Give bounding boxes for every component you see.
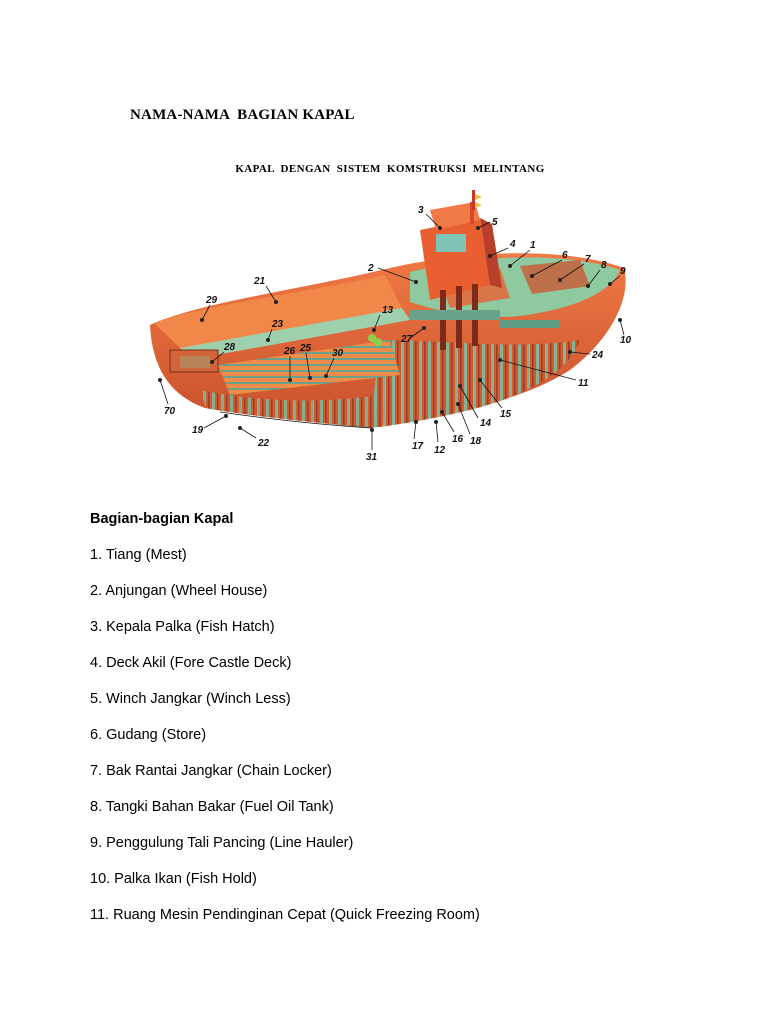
svg-text:9: 9: [620, 266, 626, 277]
svg-text:7: 7: [585, 254, 591, 265]
svg-text:26: 26: [284, 346, 296, 357]
svg-text:11: 11: [578, 378, 589, 389]
svg-text:22: 22: [258, 438, 270, 449]
list-item: 7. Bak Rantai Jangkar (Chain Locker): [90, 763, 332, 779]
svg-text:31: 31: [366, 452, 378, 463]
svg-text:10: 10: [620, 335, 632, 346]
svg-text:14: 14: [480, 418, 492, 429]
list-item: 4. Deck Akil (Fore Castle Deck): [90, 655, 292, 671]
svg-text:17: 17: [412, 441, 424, 452]
svg-text:5: 5: [492, 217, 498, 228]
callout-17: [412, 420, 424, 452]
svg-text:30: 30: [332, 348, 344, 359]
svg-text:3: 3: [418, 205, 424, 216]
callout-12: [434, 420, 446, 456]
svg-text:18: 18: [470, 436, 482, 447]
svg-text:2: 2: [368, 263, 374, 274]
svg-text:28: 28: [224, 342, 236, 353]
figure-caption: KAPAL DENGAN SISTEM KOMSTRUKSI MELINTANG: [235, 163, 545, 175]
parts-list: [90, 546, 480, 942]
callout-31: [366, 428, 378, 463]
section-heading: Bagian-bagian Kapal: [90, 511, 234, 527]
svg-text:19: 19: [192, 425, 204, 436]
svg-text:21: 21: [254, 276, 266, 287]
mast: [472, 190, 475, 210]
ship-cutaway-diagram: [140, 190, 640, 465]
list-item: 3. Kepala Palka (Fish Hatch): [90, 619, 275, 635]
list-item: 1. Tiang (Mest): [90, 547, 187, 563]
svg-text:1: 1: [530, 240, 536, 251]
svg-text:25: 25: [300, 343, 312, 354]
svg-text:8: 8: [601, 260, 607, 271]
svg-text:70: 70: [164, 406, 176, 417]
svg-text:15: 15: [500, 409, 512, 420]
svg-text:24: 24: [592, 350, 604, 361]
svg-text:13: 13: [382, 305, 394, 316]
svg-text:4: 4: [510, 239, 516, 250]
callout-22: [238, 426, 270, 449]
list-item: 10. Palka Ikan (Fish Hold): [90, 871, 257, 887]
svg-text:16: 16: [452, 434, 464, 445]
list-item: 8. Tangki Bahan Bakar (Fuel Oil Tank): [90, 799, 334, 815]
list-item: 5. Winch Jangkar (Winch Less): [90, 691, 291, 707]
list-item: 6. Gudang (Store): [90, 727, 207, 743]
callout-16: [440, 410, 464, 445]
callout-10: [618, 318, 632, 346]
list-item: 2. Anjungan (Wheel House): [90, 583, 268, 599]
svg-text:27: 27: [401, 334, 413, 345]
page-title: NAMA-NAMA BAGIAN KAPAL: [130, 107, 355, 123]
list-item: 11. Ruang Mesin Pendinginan Cepat (Quick Freezing Room): [90, 907, 480, 923]
svg-text:29: 29: [206, 295, 218, 306]
svg-text:6: 6: [562, 250, 568, 261]
svg-text:23: 23: [272, 319, 284, 330]
list-item: 9. Penggulung Tali Pancing (Line Hauler): [90, 835, 354, 851]
callout-19: [192, 414, 228, 436]
svg-text:12: 12: [434, 445, 446, 456]
hull-frames: [370, 340, 580, 428]
